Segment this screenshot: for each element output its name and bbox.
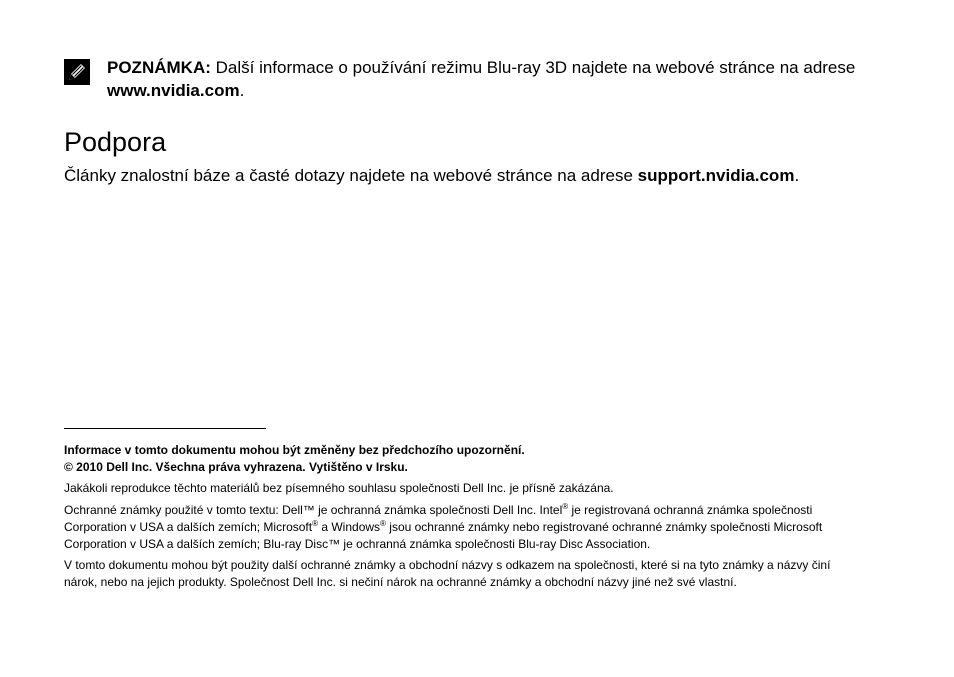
notice-line-2: © 2010 Dell Inc. Všechna práva vyhrazena. Vytištěno v Irsku. <box>64 460 408 474</box>
support-link[interactable]: support.nvidia.com <box>637 166 795 185</box>
footer-other-marks: V tomto dokumentu mohou být použity další ochranné známky a obchodní názvy s odkazem na společnosti, které si na tyto známky a názvy činí nárok, nebo na jejich produkty. Společnost Dell Inc. si nečiní nárok na ochranné známky a obchodní názvy jiné než své vlastní. <box>64 558 831 589</box>
note-label: POZNÁMKA: <box>107 58 211 77</box>
note-end: . <box>239 81 245 100</box>
registered-mark-intel: ® <box>562 502 569 511</box>
registered-mark-microsoft: ® <box>312 519 319 528</box>
support-text <box>64 164 904 187</box>
note-text <box>107 56 877 102</box>
trademarks-part-c: a Windows <box>318 520 381 534</box>
note-body: Další informace o používání režimu Blu-ray 3D najdete na webové stránce na adrese <box>210 58 856 77</box>
support-end: . <box>794 166 800 185</box>
registered-mark-windows: ® <box>380 519 386 528</box>
notice-line-1: Informace v tomto dokumentu mohou být změněny bez předchozího upozornění. <box>64 443 525 457</box>
support-heading: Podpora <box>64 127 167 157</box>
note-link[interactable]: www.nvidia.com <box>107 81 240 100</box>
support-body: Články znalostní báze a časté dotazy najdete na webové stránce na adrese <box>64 166 638 185</box>
trademarks-part-d: jsou ochranné známky nebo registrované ochranné známky společnosti Microsoft Corporation v USA a dalších zemích; Blu-ray Disc™ je ochranná známka společnosti Blu-ray Disc Association. <box>64 520 823 551</box>
trademarks-part-b: je registrovaná ochranná známka společnosti Corporation v USA a dalších zemích; Microsoft <box>64 503 813 534</box>
footer-reproduction: Jakákoli reprodukce těchto materiálů bez písemného souhlasu společnosti Dell Inc. je přísně zakázána. <box>64 481 614 495</box>
note-pencil-icon <box>64 59 90 85</box>
footer-trademarks <box>64 502 864 553</box>
trademarks-part-a: Ochranné známky použité v tomto textu: Dell™ je ochranná známka společnosti Dell Inc. Intel <box>64 503 563 517</box>
footer-notice <box>64 442 864 476</box>
footer-divider <box>64 428 266 429</box>
